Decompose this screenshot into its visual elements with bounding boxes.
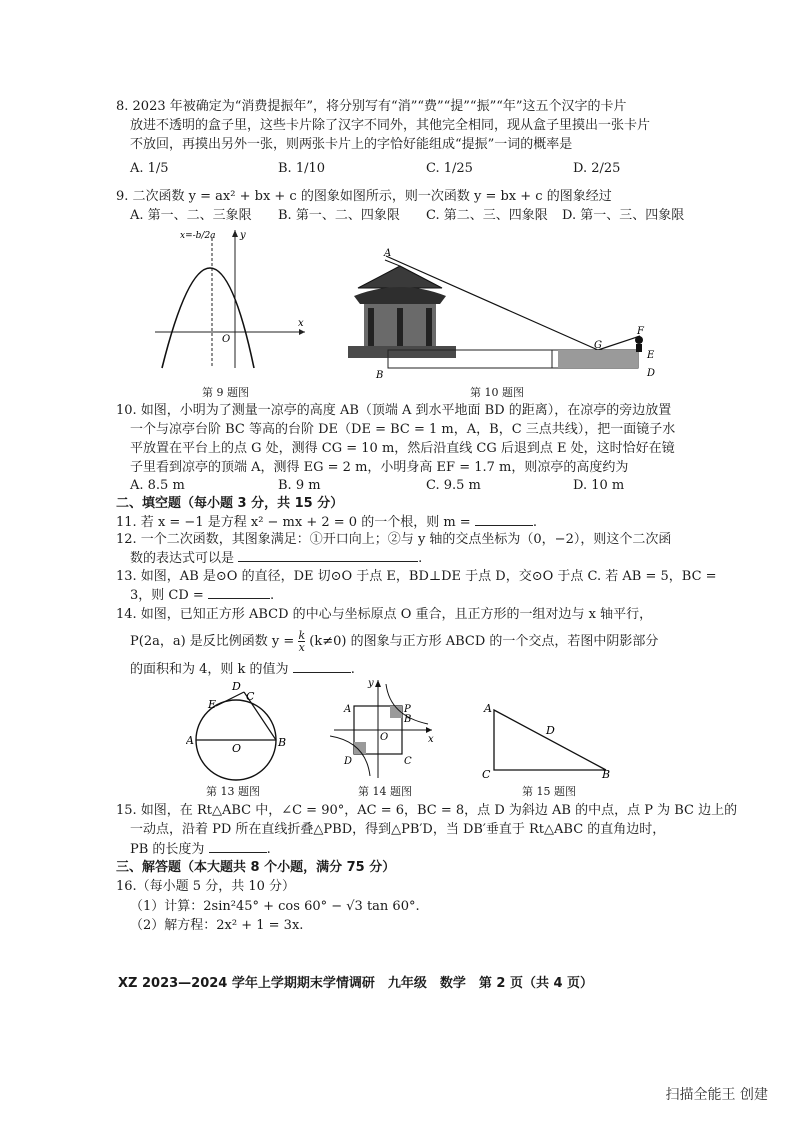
- label-x: x: [428, 734, 434, 745]
- label-p: P: [404, 704, 411, 715]
- tangent-de: [216, 692, 244, 706]
- label-b: B: [376, 370, 384, 381]
- k-over-x-fraction: $\frac{k}{x}$: [298, 629, 306, 654]
- label-b: B: [278, 736, 287, 749]
- q13-answer-blank[interactable]: [208, 586, 270, 599]
- origin-label: O: [222, 334, 231, 345]
- label-f: F: [637, 326, 644, 337]
- label-y: y: [368, 678, 374, 689]
- page-footer: XZ 2023—2024 学年上学期期末学情调研 九年级 数学 第 2 页（共 4 页）: [118, 976, 594, 991]
- q10-line-2: 一个与凉亭台阶 BC 等高的台阶 DE（DE = BC = 1 m，A，B，C 三点共线），把一面镜子水: [130, 422, 676, 437]
- label-b: B: [602, 768, 611, 781]
- q11-row: 11. 若 x = −1 是方程 x² − mx + 2 = 0 的一个根，则 m = .: [116, 515, 537, 530]
- q11-text: 11. 若 x = −1 是方程 x² − mx + 2 = 0 的一个根，则 m =: [116, 515, 471, 530]
- q14-line-2b: (k≠0) 的图象与正方形 ABCD 的一个交点，若图中阴影部分: [309, 634, 659, 649]
- platform-shade: [558, 350, 638, 368]
- q15-triangle-figure: [480, 700, 620, 782]
- x-arrow-icon: [299, 329, 305, 335]
- q9-option-c: C. 第二、三、四象限: [426, 208, 548, 223]
- q12-line-2: 数的表达式可以是: [130, 551, 235, 566]
- q10-option-b: B. 9 m: [278, 478, 321, 493]
- shade-bottom-left: [354, 742, 366, 754]
- label-c: C: [246, 690, 255, 703]
- label-d: D: [546, 724, 555, 737]
- q15-line-3: PB 的长度为: [130, 842, 205, 857]
- q10-line-4: 子里看到凉亭的顶端 A，测得 EG = 2 m，小明身高 EF = 1.7 m，则凉亭的高度约为: [130, 460, 629, 475]
- q12-line-1: 12. 一个二次函数，其图象满足：①开口向上；②与 y 轴的交点坐标为（0，−2），则这个二次函: [116, 532, 672, 547]
- y-label: y: [240, 230, 246, 241]
- section-3-heading: 三、解答题（本大题共 8 个小题，满分 75 分）: [116, 860, 396, 875]
- q14-line-2a: P(2a，a) 是反比例函数 y =: [130, 634, 295, 649]
- q15-row-3: PB 的长度为 .: [130, 842, 271, 857]
- q10-line-3: 平放置在平台上的点 G 处，测得 CG = 10 m，然后沿直线 CG 后退到点 E 处，这时恰好在镜: [130, 441, 675, 456]
- q16-part-2: （2）解方程：2x² + 1 = 3x.: [130, 918, 304, 933]
- scanner-watermark: 扫描全能王 创建: [665, 1087, 768, 1103]
- y-arrow-icon: [232, 230, 238, 237]
- label-a: A: [484, 702, 492, 715]
- q8-option-d: D. 2/25: [573, 161, 621, 176]
- q9-parabola-figure: [150, 228, 310, 378]
- q8-option-c: C. 1/25: [426, 161, 473, 176]
- label-e: E: [647, 350, 655, 361]
- q15-answer-blank[interactable]: [209, 840, 267, 853]
- q11-answer-blank[interactable]: [475, 513, 533, 526]
- q12-answer-blank[interactable]: [238, 549, 418, 562]
- parabola-curve: [162, 268, 254, 368]
- section-2-heading: 二、填空题（每小题 3 分，共 15 分）: [116, 496, 344, 511]
- pavilion-base: [348, 346, 456, 358]
- axis-formula: x=-b/2a: [180, 231, 216, 241]
- q10-caption: 第 10 题图: [470, 386, 524, 399]
- q9-option-a: A. 第一、二、三象限: [130, 208, 252, 223]
- label-c: C: [482, 768, 491, 781]
- pillar: [397, 308, 403, 346]
- pillar: [368, 308, 374, 346]
- pavilion-lower-roof: [354, 287, 446, 304]
- q10-option-d: D. 10 m: [573, 478, 625, 493]
- q12-row-2: 数的表达式可以是 .: [130, 551, 423, 566]
- q14-row-3: 的面积和为 4，则 k 的值为 .: [130, 662, 355, 677]
- q9-caption: 第 9 题图: [202, 386, 249, 399]
- q13-row-2: 3，则 CD = .: [130, 588, 275, 603]
- q8-line-3: 不放回，再摸出另外一张，则两张卡片上的字恰好能组成“提振”一词的概率是: [130, 137, 573, 152]
- label-c: C: [404, 756, 412, 767]
- q14-line-3: 的面积和为 4，则 k 的值为: [130, 662, 289, 677]
- q10-option-a: A. 8.5 m: [130, 478, 185, 493]
- person-head: [635, 336, 643, 344]
- q9-option-b: B. 第一、二、四象限: [278, 208, 400, 223]
- label-b: B: [404, 714, 412, 725]
- q13-line-1: 13. 如图，AB 是⊙O 的直径，DE 切⊙O 于点 E，BD⊥DE 于点 D，交⊙O 于点 C. 若 AB = 5，BC =: [116, 569, 717, 584]
- q16-part-1: （1）计算：2sin²45° + cos 60° − √3 tan 60°.: [130, 899, 420, 914]
- label-d: D: [344, 756, 353, 767]
- x-label: x: [298, 318, 304, 329]
- q10-option-c: C. 9.5 m: [426, 478, 481, 493]
- q8-line-1: 8. 2023 年被确定为“消费提振年”，将分别写有“消”“费”“提”“振”“年”这五个汉字的卡片: [116, 99, 627, 114]
- sight-line-gf: [598, 336, 640, 350]
- label-g: G: [594, 340, 602, 351]
- q9-option-d: D. 第一、三、四象限: [562, 208, 685, 223]
- label-d: D: [647, 368, 656, 379]
- label-o: O: [232, 742, 242, 755]
- person-body: [636, 344, 642, 352]
- q14-line-1: 14. 如图，已知正方形 ABCD 的中心与坐标原点 O 重合，且正方形的一组对边与 x 轴平行，: [116, 607, 653, 622]
- y-arrow-icon: [375, 680, 381, 687]
- q8-option-b: B. 1/10: [278, 161, 326, 176]
- q10-pavilion-figure: [340, 248, 660, 383]
- q8-option-a: A. 1/5: [130, 161, 169, 176]
- q14-caption: 第 14 题图: [358, 785, 412, 798]
- q10-line-1: 10. 如图，小明为了测量一凉亭的高度 AB（顶端 A 到水平地面 BD 的距离），在凉亭的旁边放置: [116, 403, 672, 418]
- label-e: E: [208, 698, 217, 711]
- label-d: D: [232, 680, 241, 693]
- triangle-abc: [494, 710, 606, 770]
- label-a: A: [344, 704, 352, 715]
- label-a: A: [186, 734, 194, 747]
- pavilion-roof: [358, 260, 442, 288]
- q13-caption: 第 13 题图: [206, 785, 260, 798]
- q16-heading: 16.（每小题 5 分，共 10 分）: [116, 879, 296, 894]
- q9-line-1: 9. 二次函数 y = ax² + bx + c 的图象如图所示，则一次函数 y = bx + c 的图象经过: [116, 189, 612, 204]
- q13-line-2: 3，则 CD =: [130, 588, 204, 603]
- q14-answer-blank[interactable]: [293, 660, 351, 673]
- q8-line-2: 放进不透明的盒子里，这些卡片除了汉字不同外，其他完全相同，现从盒子里摸出一张卡片: [130, 118, 651, 133]
- q14-square-figure: [330, 676, 440, 782]
- q14-row-2: [130, 630, 658, 653]
- label-o: O: [380, 732, 389, 743]
- q15-line-1: 15. 如图，在 Rt△ABC 中，∠C = 90°，AC = 6，BC = 8，点 D 为斜边 AB 的中点，点 P 为 BC 边上的: [116, 803, 738, 818]
- label-a: A: [384, 248, 392, 259]
- q15-line-2: 一动点，沿着 PD 所在直线折叠△PBD，得到△PB′D，当 DB′垂直于 Rt△ABC 的直角边时，: [130, 822, 666, 837]
- q13-circle-figure: [186, 680, 296, 782]
- pillar: [426, 308, 432, 346]
- q15-caption: 第 15 题图: [522, 785, 576, 798]
- x-arrow-icon: [426, 727, 432, 733]
